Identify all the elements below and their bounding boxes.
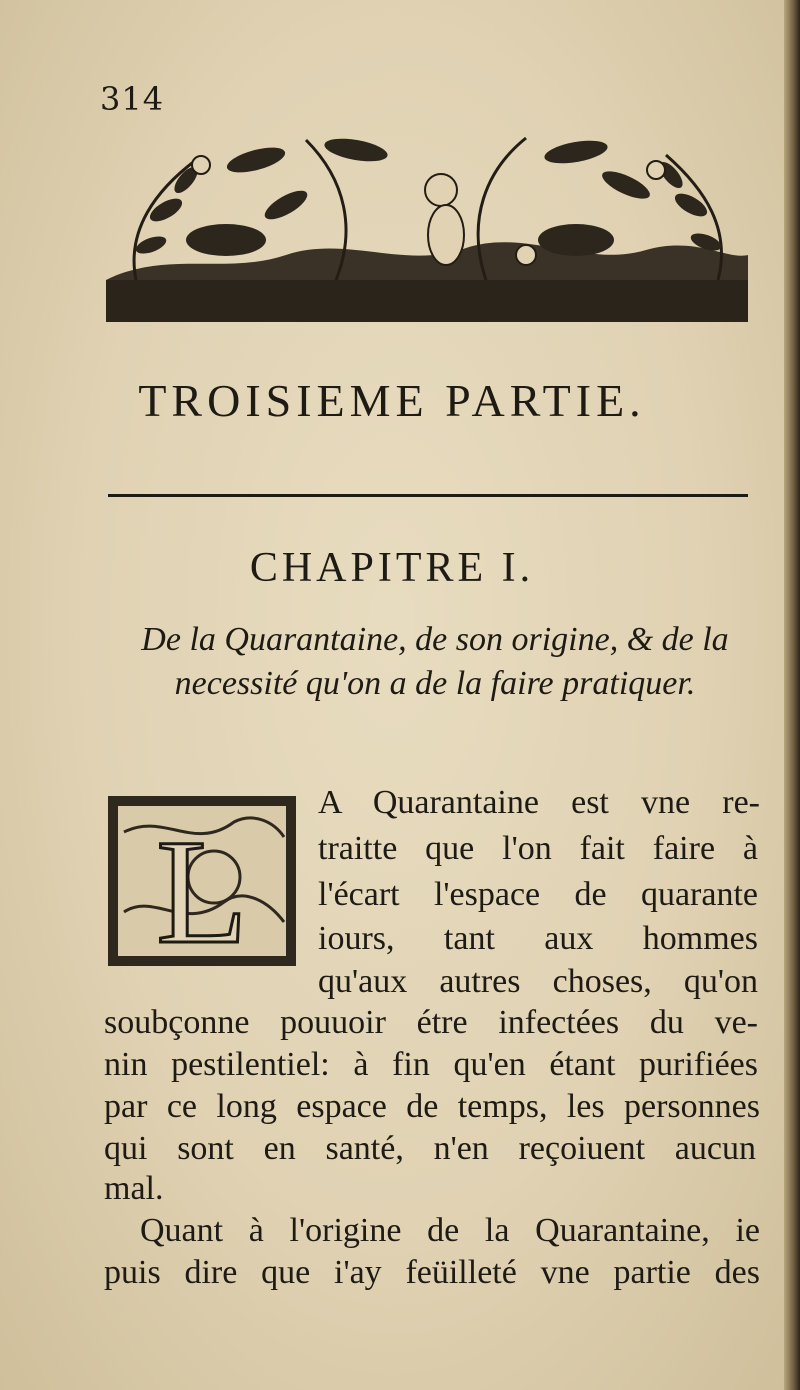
chapter-title: CHAPITRE I. (249, 545, 535, 591)
body-line: qui sont en santé, n'en reçoiuent aucun (104, 1130, 756, 1167)
page-number: 314 (100, 80, 165, 118)
body-line: soubçonne pouuoir étre infectées du ve- (104, 1004, 758, 1041)
body-line: mal. (104, 1170, 164, 1207)
body-line: l'écart l'espace de quarante (318, 876, 758, 913)
body-line: nin pestilentiel: à fin qu'en étant purifiées (104, 1046, 758, 1083)
page-edge (784, 0, 800, 1390)
body-line: Quant à l'origine de la Quarantaine, ie (140, 1212, 760, 1249)
body-line: puis dire que i'ay feüilleté vne partie des (104, 1254, 760, 1291)
body-line: traitte que l'on fait faire à (318, 830, 758, 867)
body-line: A Quarantaine est vne re- (318, 784, 760, 821)
chapter-subtitle: De la Quarantaine, de son origine, & de la necessité qu'on a de la faire pratiquer. (141, 621, 729, 702)
ornamental-headpiece (106, 130, 748, 326)
body-line: par ce long espace de temps, les personnes (104, 1088, 760, 1125)
part-title: TROISIEME PARTIE. (138, 375, 646, 426)
body-line: qu'aux autres choses, qu'on (318, 963, 758, 1000)
decorated-initial (104, 792, 300, 974)
horizontal-rule (108, 494, 748, 497)
drop-cap-letter: L (156, 809, 248, 974)
body-line: iours, tant aux hommes (318, 920, 758, 957)
